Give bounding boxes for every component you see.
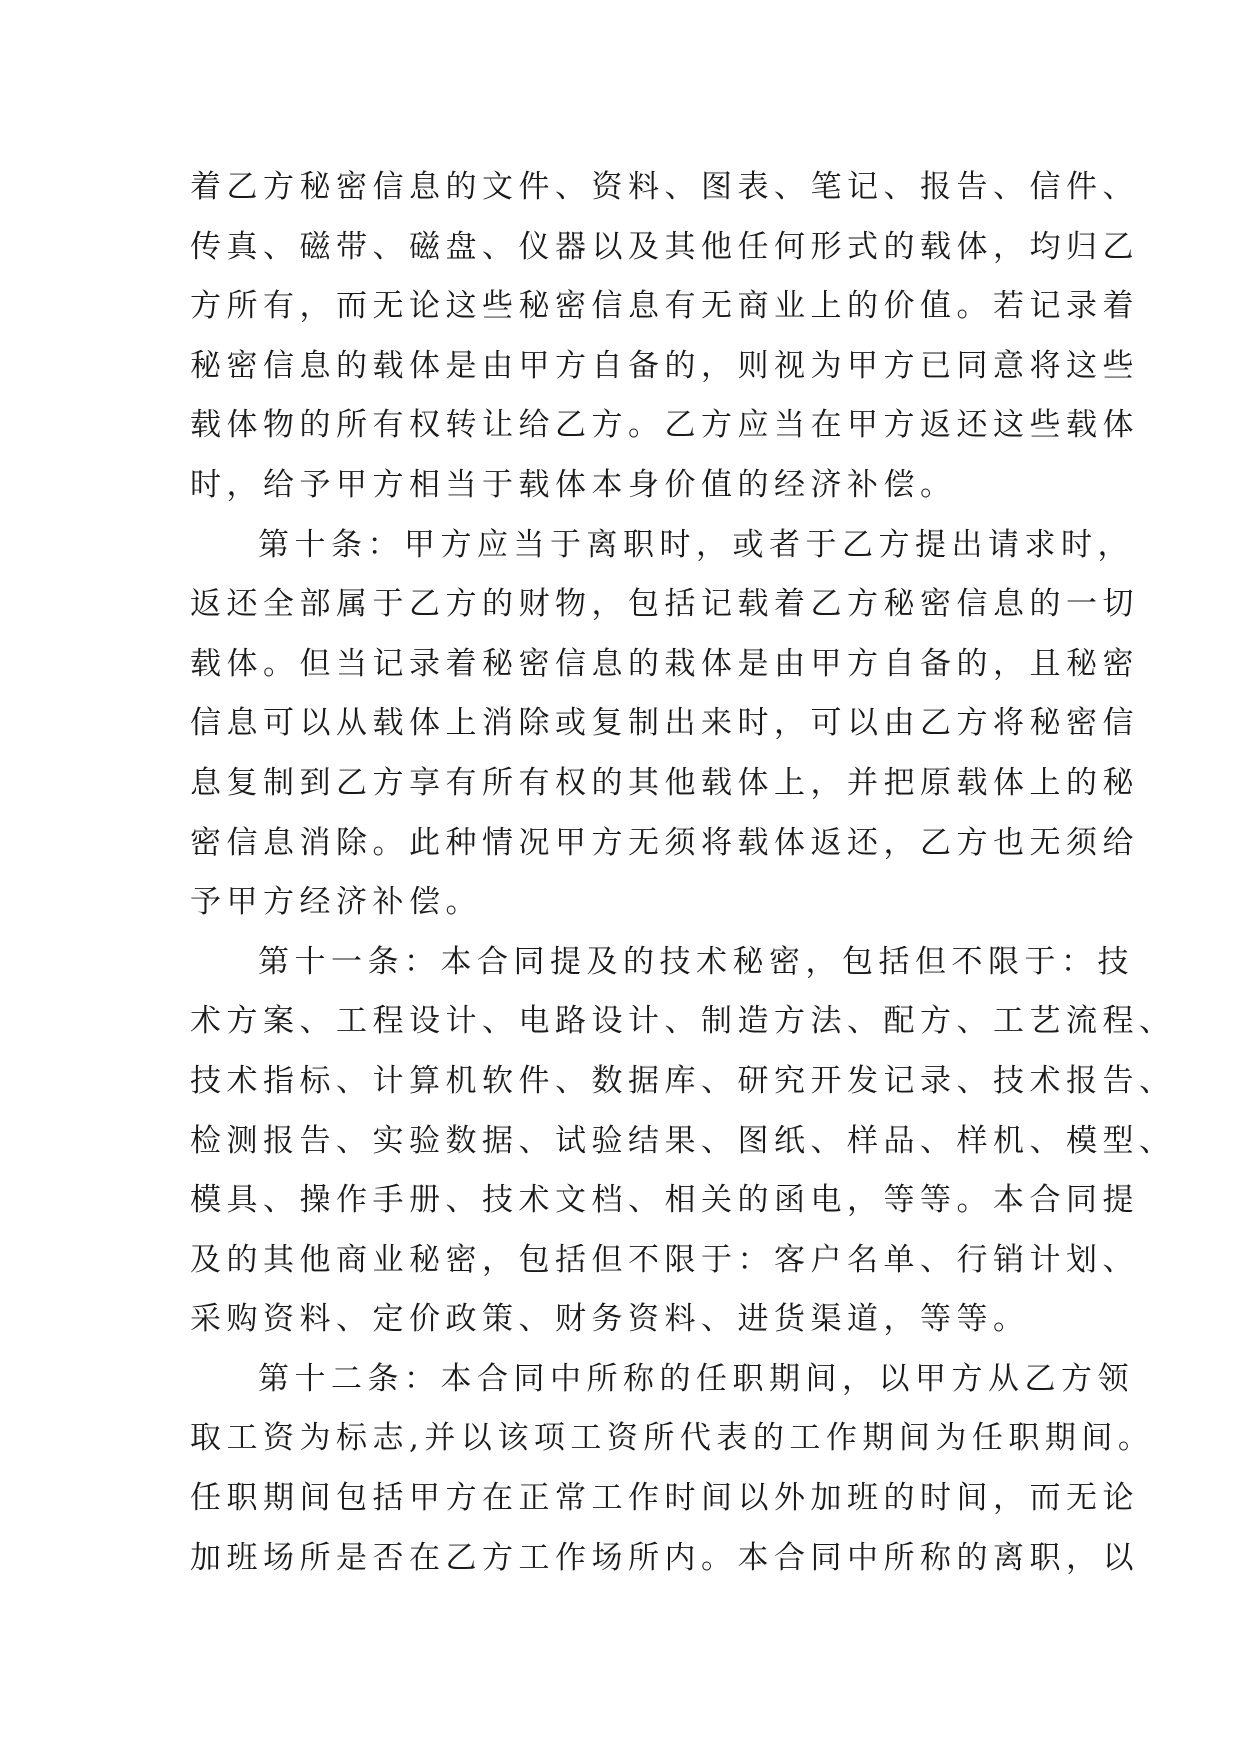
text-line: 传真、磁带、磁盘、仪器以及其他任何形式的载体，均归乙 — [190, 228, 1139, 265]
contract-text-body — [190, 158, 1176, 1588]
paragraph-first-line: 第十二条：本合同中所称的任职期间，以甲方从乙方领 — [258, 1360, 1134, 1397]
text-line: 取工资为标志,并以该项工资所代表的工作期间为任职期间。 — [190, 1420, 1155, 1457]
text-line: 任职期间包括甲方在正常工作时间以外加班的时间，而无论 — [190, 1480, 1139, 1517]
text-line: 及的其他商业秘密，包括但不限于：客户名单、行销计划、 — [190, 1241, 1139, 1278]
text-line: 加班场所是否在乙方工作场所内。本合同中所称的离职，以 — [190, 1539, 1139, 1576]
text-line: 术方案、工程设计、电路设计、制造方法、配方、工艺流程、 — [190, 1003, 1176, 1040]
paragraph-first-line: 第十一条：本合同提及的技术秘密，包括但不限于：技 — [258, 943, 1134, 980]
text-line: 时，给予甲方相当于载体本身价值的经济补偿。 — [190, 466, 957, 503]
text-line: 息复制到乙方享有所有权的其他载体上，并把原载体上的秘 — [190, 764, 1139, 801]
text-line: 秘密信息的载体是由甲方自备的，则视为甲方已同意将这些 — [190, 347, 1139, 384]
text-line: 着乙方秘密信息的文件、资料、图表、笔记、报告、信件、 — [190, 169, 1139, 205]
text-line: 载体。但当记录着秘密信息的栽体是由甲方自备的，且秘密 — [190, 645, 1139, 682]
text-line: 技术指标、计算机软件、数据库、研究开发记录、技术报告、 — [190, 1062, 1176, 1099]
text-line: 模具、操作手册、技术文档、相关的函电，等等。本合同提 — [190, 1182, 1139, 1219]
text-line: 予甲方经济补偿。 — [190, 884, 482, 921]
text-line: 检测报告、实验数据、试验结果、图纸、样品、样机、模型、 — [190, 1122, 1176, 1159]
text-line: 采购资料、定价政策、财务资料、进货渠道，等等。 — [190, 1301, 1030, 1338]
paragraph-first-line: 第十条：甲方应当于离职时，或者于乙方提出请求时， — [258, 526, 1134, 563]
text-line: 返还全部属于乙方的财物，包括记载着乙方秘密信息的一切 — [190, 586, 1139, 623]
text-line: 载体物的所有权转让给乙方。乙方应当在甲方返还这些载体 — [190, 407, 1139, 444]
text-line: 密信息消除。此种情况甲方无须将载体返还，乙方也无须给 — [190, 824, 1139, 861]
text-line: 信息可以从载体上消除或复制出来时，可以由乙方将秘密信 — [190, 705, 1139, 742]
text-line: 方所有，而无论这些秘密信息有无商业上的价值。若记录着 — [190, 288, 1139, 325]
